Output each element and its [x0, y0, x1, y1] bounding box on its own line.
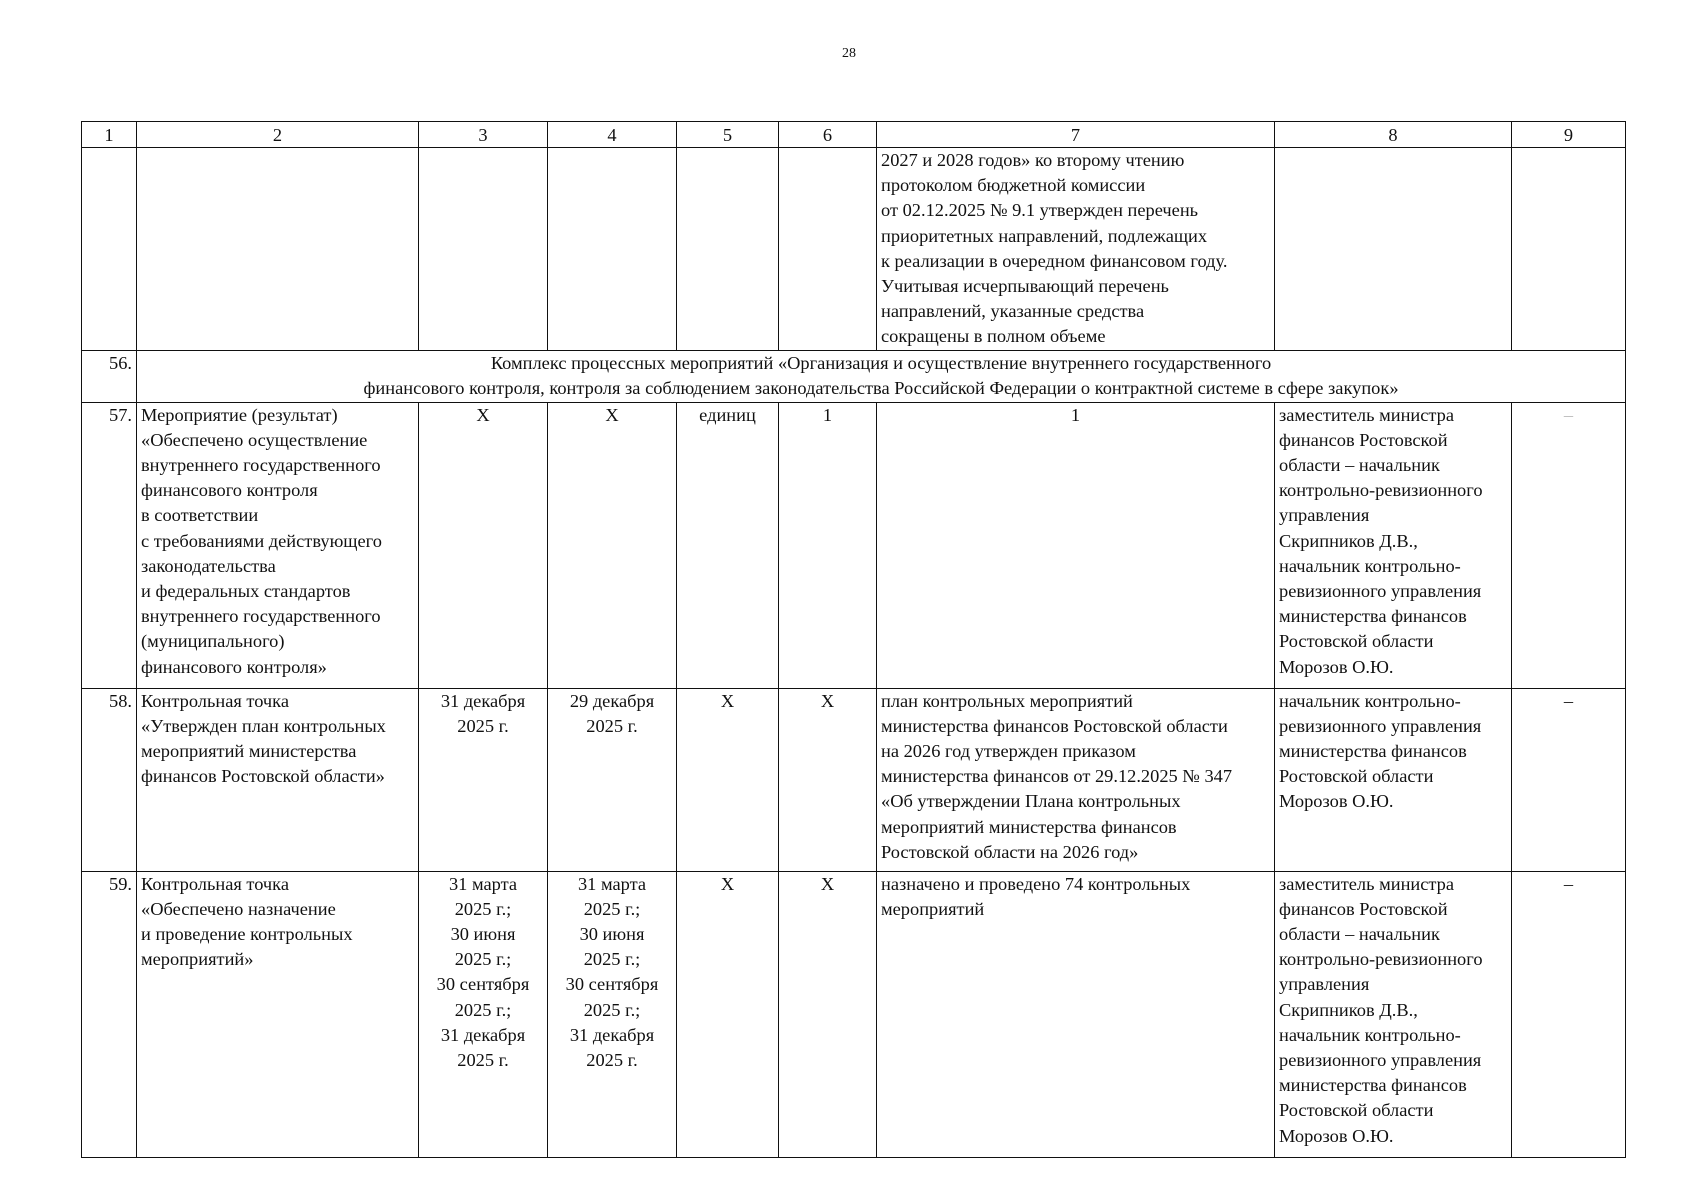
continuation-result-text: 2027 и 2028 годов» ко второму чтению протоколом бюджетной комиссии от 02.12.2025 № 9.1 утвержден перечень приоритетных направлений, подлежащих к реализации в очередном финансовом году. Учитывая исчерпывающий перечень направлений, указанные средства сокращены в полном объеме — [877, 148, 1275, 351]
table-cell — [1512, 148, 1626, 351]
planned-date: X — [419, 402, 548, 688]
column-header: 2 — [137, 122, 419, 148]
section-row — [82, 350, 1626, 402]
actual-result: назначено и проведено 74 контрольных мероприятий — [877, 871, 1275, 1157]
unit: X — [677, 688, 779, 871]
column-header: 1 — [82, 122, 137, 148]
table-cell — [137, 148, 419, 351]
continuation-row — [82, 148, 1626, 351]
event-name: Контрольная точка «Обеспечено назначение и проведение контрольных мероприятий» — [137, 871, 419, 1157]
column-header: 3 — [419, 122, 548, 148]
unit: X — [677, 871, 779, 1157]
event-name: Мероприятие (результат) «Обеспечено осуществление внутреннего государственного финансового контроля в соответствии с требованиями действующего законодательства и федеральных стандартов внутреннего государственного (муниципального) финансового контроля» — [137, 402, 419, 688]
table-cell — [779, 148, 877, 351]
note: – — [1512, 402, 1626, 688]
section-title: Комплекс процессных мероприятий «Организация и осуществление внутреннего государственного финансового контроля, контроля за соблюдением законодательства Российской Федерации о контрактной системе в сфере закупок» — [137, 350, 1626, 402]
column-header: 5 — [677, 122, 779, 148]
row-number: 59. — [82, 871, 137, 1157]
actual-date: 31 марта 2025 г.; 30 июня 2025 г.; 30 сентября 2025 г.; 31 декабря 2025 г. — [548, 871, 677, 1157]
column-number-row — [82, 122, 1626, 148]
responsible: заместитель министра финансов Ростовской области – начальник контрольно-ревизионного управления Скрипников Д.В., начальник контрольно- ревизионного управления министерства финансов Ростовской области Морозов О.Ю. — [1275, 871, 1512, 1157]
planned-date: 31 марта 2025 г.; 30 июня 2025 г.; 30 сентября 2025 г.; 31 декабря 2025 г. — [419, 871, 548, 1157]
event-name: Контрольная точка «Утвержден план контрольных мероприятий министерства финансов Ростовской области» — [137, 688, 419, 871]
table-cell — [548, 148, 677, 351]
report-table — [81, 121, 1626, 1158]
table-cell — [419, 148, 548, 351]
planned-value: X — [779, 688, 877, 871]
actual-date: X — [548, 402, 677, 688]
responsible: заместитель министра финансов Ростовской области – начальник контрольно-ревизионного управления Скрипников Д.В., начальник контрольно- ревизионного управления министерства финансов Ростовской области Морозов О.Ю. — [1275, 402, 1512, 688]
column-header: 8 — [1275, 122, 1512, 148]
table-cell — [1275, 148, 1512, 351]
column-header: 9 — [1512, 122, 1626, 148]
table-row — [82, 402, 1626, 688]
note: – — [1512, 688, 1626, 871]
actual-result: план контрольных мероприятий министерства финансов Ростовской области на 2026 год утвержден приказом министерства финансов от 29.12.2025 № 347 «Об утверждении Плана контрольных мероприятий министерства финансов Ростовской области на 2026 год» — [877, 688, 1275, 871]
table-row — [82, 688, 1626, 871]
actual-date: 29 декабря 2025 г. — [548, 688, 677, 871]
planned-value: X — [779, 871, 877, 1157]
unit: единиц — [677, 402, 779, 688]
actual-result: 1 — [877, 402, 1275, 688]
row-number: 56. — [82, 350, 137, 402]
responsible: начальник контрольно- ревизионного управления министерства финансов Ростовской области Морозов О.Ю. — [1275, 688, 1512, 871]
note: – — [1512, 871, 1626, 1157]
column-header: 4 — [548, 122, 677, 148]
planned-date: 31 декабря 2025 г. — [419, 688, 548, 871]
table-row — [82, 871, 1626, 1157]
column-header: 7 — [877, 122, 1275, 148]
column-header: 6 — [779, 122, 877, 148]
table-cell — [677, 148, 779, 351]
page-number: 28 — [842, 46, 856, 61]
row-number: 57. — [82, 402, 137, 688]
planned-value: 1 — [779, 402, 877, 688]
table-cell — [82, 148, 137, 351]
row-number: 58. — [82, 688, 137, 871]
